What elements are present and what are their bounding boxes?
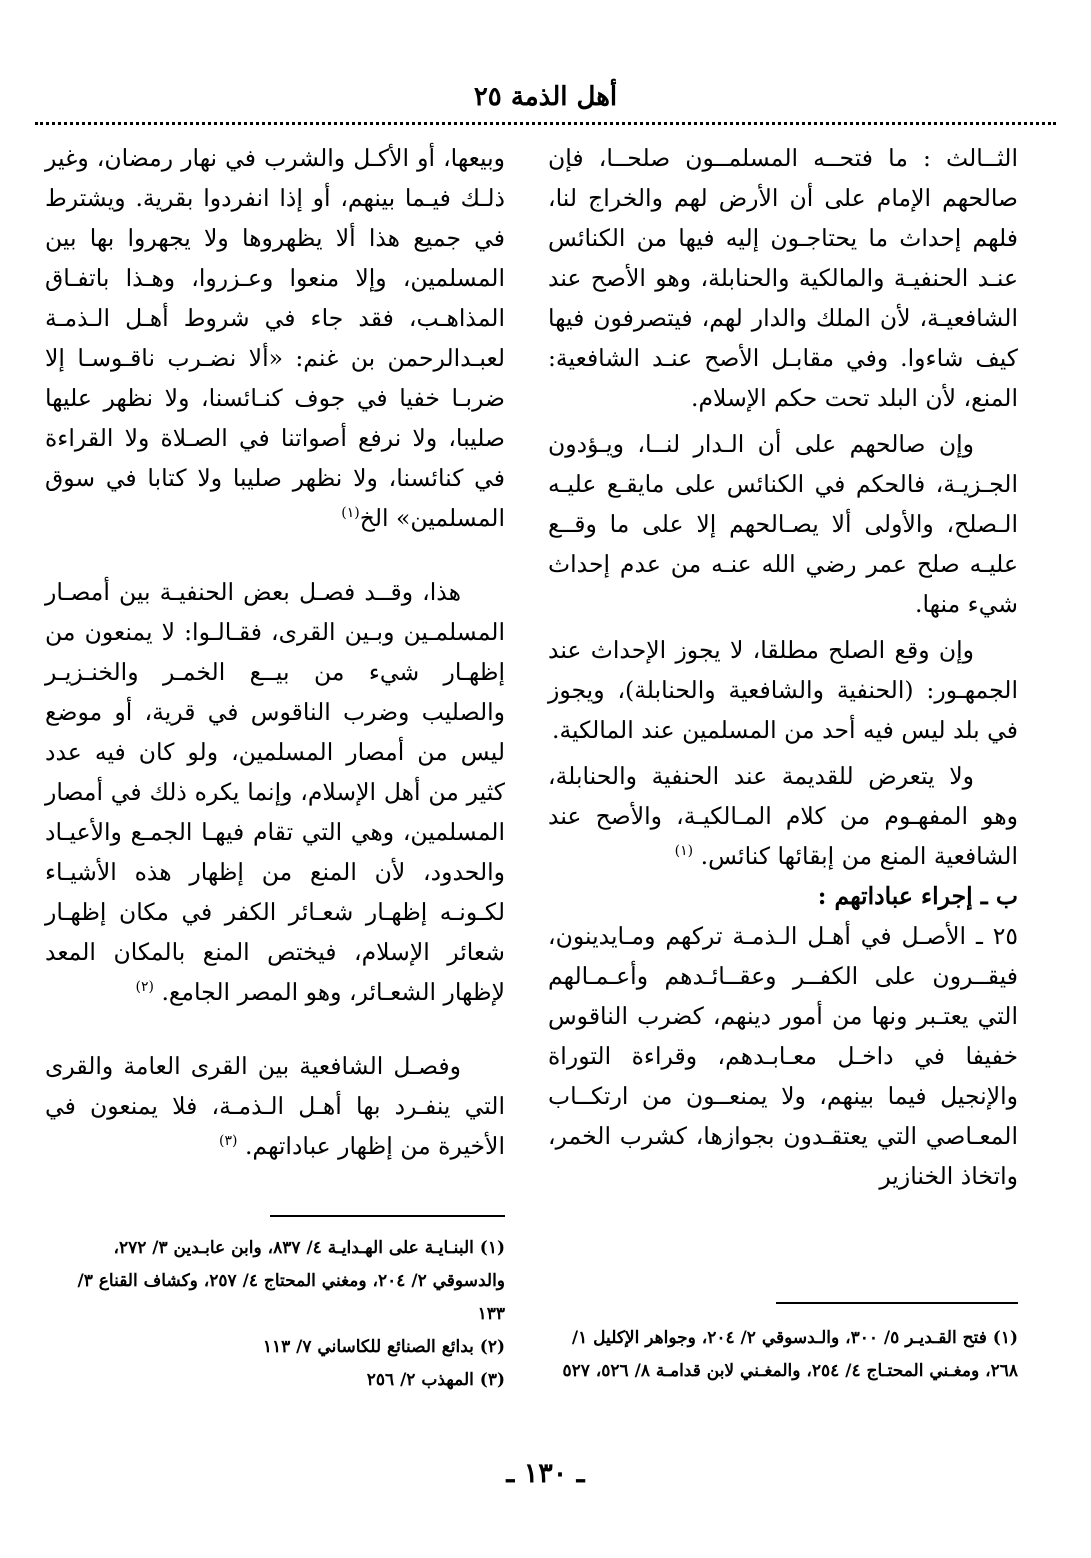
footnote: (٢) بدائع الصنائع للكاساني ٧/ ١١٣: [262, 1337, 505, 1357]
header-dotted-rule: [35, 122, 1056, 125]
paragraph: وإن وقع الصلح مطلقا، لا يجوز الإحداث عند الجمهـور: (الحنفية والشافعية والحنابلة)، ويجوز في بلد ليس فيه أحد من المسلمين عند المالكية.: [548, 636, 1018, 744]
paragraph: ٢٥ ـ الأصـل في أهـل الـذمـة تركهم ومـايدينون، فيقــرون على الكفــر وعقــائـدهم وأعـمـالهم التي يعتـبر ونها من أمور دينهم، كضرب الناقوس خفيفا في داخـل معـابـدهم، وقراءة التوراة والإنجيل فيما بينهم، ولا يمنعــون من ارتكــاب المعـاصي التي يعتقـدون بجوازها، كشرب الخمر، واتخاذ الخنازير: [548, 922, 1018, 1190]
paragraph: الثــالث : ما فتحــه المسلمــون صلحــا، فإن صالحهم الإمام على أن الأرض لهم والخراج لنا، فلهم إحداث ما يحتاجـون إليه فيها من الكنائس عنـد الحنفيـة والمالكية والحنابلة، وهو الأصح عند الشافعيـة، لأن الملك والدار لهم، فيتصرفون فيها كيف شاءوا. وفي مقابـل الأصح عنـد الشافعية: المنع، لأن البلد تحت حكم الإسلام.: [548, 144, 1018, 412]
paragraph: [45, 138, 505, 538]
footnote: (٣) المهذب ٢/ ٢٥٦: [366, 1370, 505, 1390]
footnote-marker: (٢): [135, 979, 154, 996]
footnote-divider-left: [270, 1215, 505, 1217]
paragraph: وإن صالحهم على أن الـدار لنــا، ويـؤدون الجـزيـة، فالحكم في الكنائس على مايقـع عليـه الـصلح، والأولى ألا يصـالحهم إلا على ما وقــع عليـه صلح عمر رضي الله عنـه من عدم إحداث شيء منها.: [548, 430, 1018, 618]
footnotes-left: [45, 1232, 505, 1397]
paragraph-text: وفصـل الشافعية بين القرى العامة والقرى التي ينفـرد بها أهـل الـذمـة، فلا يمنعون في الأخيرة من إظهار عباداتهم.: [45, 1052, 505, 1160]
paragraph: [548, 756, 1018, 876]
footnotes-right: [548, 1322, 1018, 1388]
footnote-divider-right: [776, 1302, 1018, 1304]
footnote: (١) البنـايـة على الهـدايـة ٤/ ٨٣٧، وابن عابـدين ٣/ ٢٧٢، والدسوقي ٢/ ٢٠٤، ومغني المحتاج ٤/ ٢٥٧، وكشاف القناع ٣/ ١٣٣: [77, 1238, 505, 1324]
section-subheading: ب ـ إجراء عباداتهم :: [817, 882, 1018, 910]
footnote-marker: (٣): [219, 1133, 238, 1150]
right-column: [548, 138, 1018, 1196]
footnote-marker: (١): [341, 505, 360, 522]
running-header: أهل الذمة ٢٥: [473, 82, 618, 112]
footnote-marker: (١): [674, 843, 694, 860]
paragraph: [45, 572, 505, 1012]
paragraph-text: ولا يتعرض للقديمة عند الحنفية والحنابلة، وهو المفهـوم من كلام المـالكيـة، والأصح عند الشافعية المنع من إبقائها كنائس.: [548, 762, 1018, 870]
page-number: ـ ١٣٠ ـ: [506, 1458, 585, 1489]
paragraph: [45, 1046, 505, 1166]
footnote: (١) فتح القـديـر ٥/ ٣٠٠، والـدسوقي ٢/ ٢٠٤، وجواهر الإكليل ١/ ٢٦٨، ومغـني المحتـاج ٤/ ٢٥٤، والمغـني لابن قدامـة ٨/ ٥٢٦، ٥٢٧: [562, 1328, 1018, 1381]
quotation: «ألا نضـرب ناقـوسـا إلا ضربـا خفيا في جوف كنـائسنا، ولا نظهر عليها صليبا، ولا نرفع أصواتنا في الصـلاة ولا القراءة في كنائسنا، ولا نظهر صليبا ولا كتابا في سوق المسلمين» الخ: [45, 344, 505, 532]
paragraph-text: هذا، وقــد فصـل بعض الحنفيـة بين أمصـار المسلمـين وبـين القرى، فقـالـوا: لا يمنعون من إظهـار شيء من بيــع الخمـر والخنـزيـر والصليب وضرب الناقوس في قرية، أو موضع ليس من أمصار المسلمين، ولو كان فيه عدد كثير من أهل الإسلام، وإنما يكره ذلك في أمصار المسلمين، وهي التي تقام فيهـا الجمـع والأعيـاد والحدود، لأن المنع من إظهار هذه الأشيـاء لكـونـه إظهـار شعـائر الكفر في مكان إظهـار شعائر الإسلام، فيختص المنع بالمكان المعد لإظهار الشعـائر، وهو المصر الجامع.: [45, 578, 505, 1006]
left-column: [45, 138, 505, 1166]
paragraph-text: وبيعها، أو الأكـل والشرب في نهار رمضان، وغير ذلـك فيـما بينهم، أو إذا انفردوا بقرية. ويشترط في جميع هذا ألا يظهروها ولا يجهروا بها بين المسلمين، وإلا منعوا وعـزروا، وهـذا باتفـاق المذاهـب، فقد جاء في شروط أهـل الـذمـة لعبـدالرحمن بن غنم:: [45, 144, 505, 372]
